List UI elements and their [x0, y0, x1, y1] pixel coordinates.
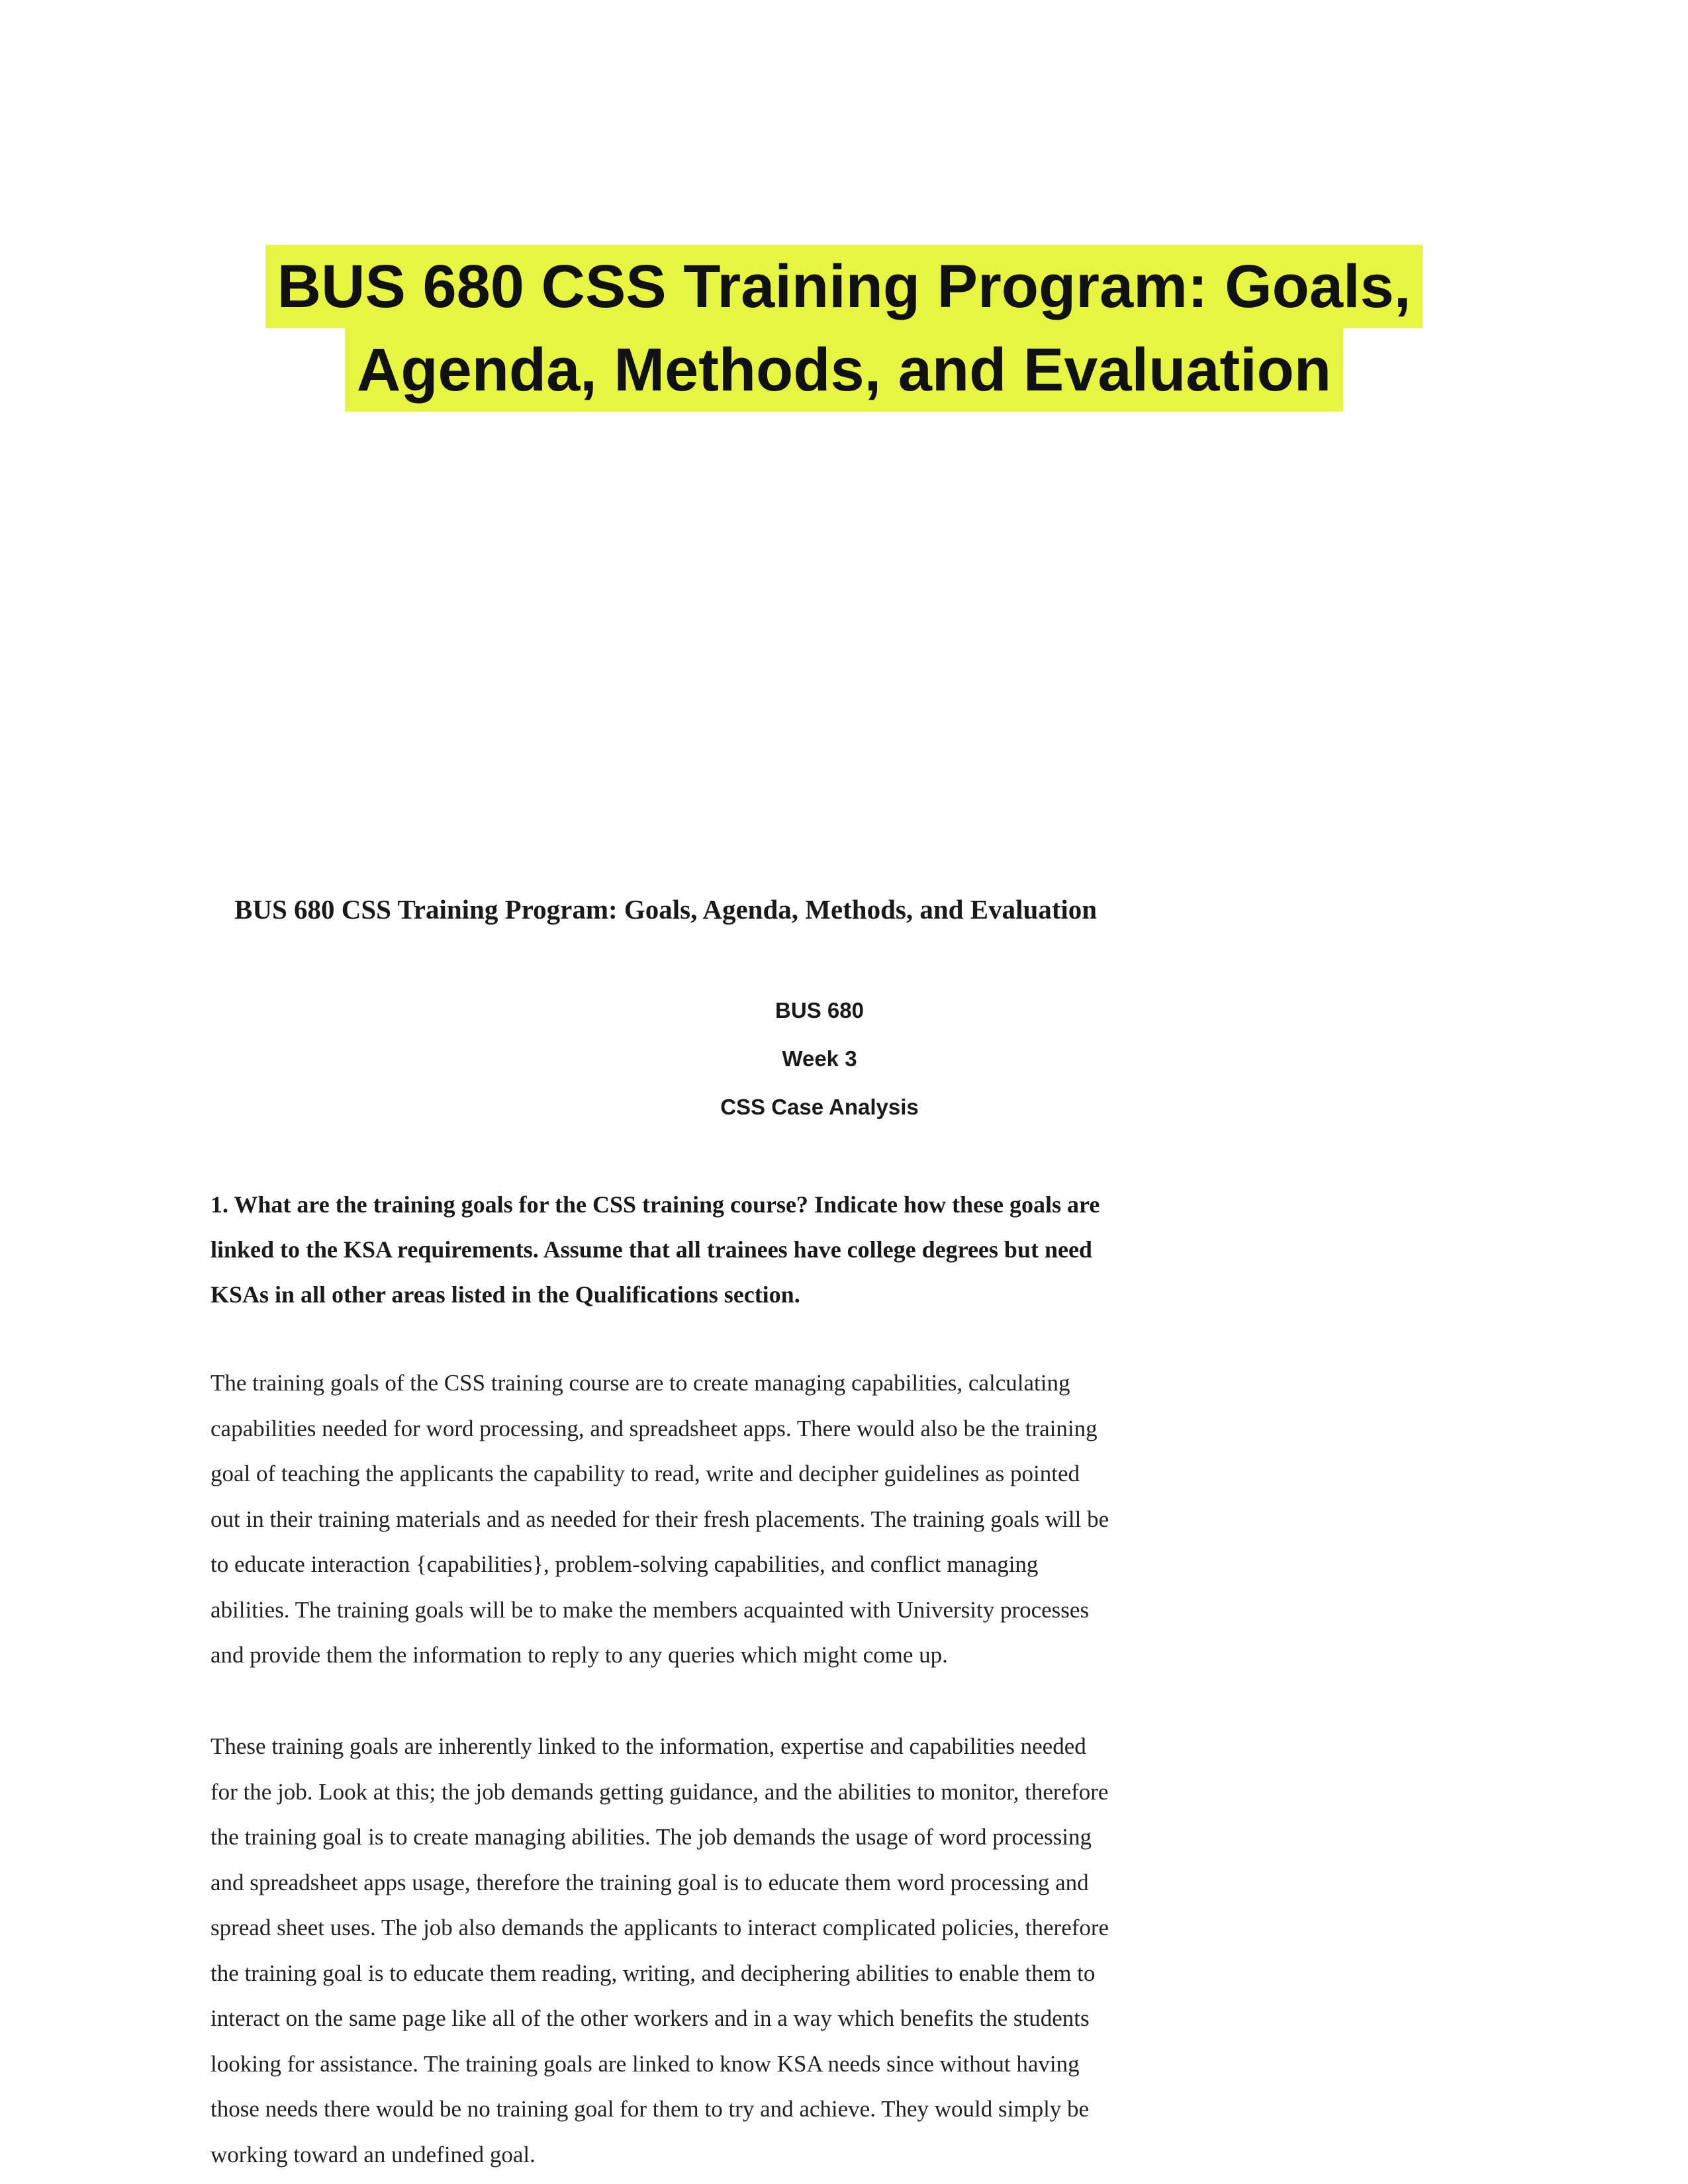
title-line-1: BUS 680 CSS Training Program: Goals,	[265, 245, 1423, 328]
paragraph-line: looking for assistance. The training goals are linked to know KSA needs since without having	[211, 2050, 1080, 2077]
paragraph-line: the training goal is to create managing abilities. The job demands the usage of word processing	[211, 1824, 1092, 1850]
assignment-label: CSS Case Analysis	[720, 1095, 919, 1119]
week-label: Week 3	[782, 1046, 857, 1071]
answer-paragraph-2	[211, 1724, 1243, 2177]
paragraph-line: for the job. Look at this; the job demands getting guidance, and the abilities to monitor, therefore	[211, 1778, 1109, 1805]
paragraph-line: to educate interaction {capabilities}, problem-solving capabilities, and conflict managing	[211, 1551, 1039, 1577]
course-code: BUS 680	[775, 998, 864, 1023]
document-meta	[211, 986, 1243, 1131]
paragraph-line: The training goals of the CSS training course are to create managing capabilities, calculating	[211, 1370, 1070, 1396]
question-line: KSAs in all other areas listed in the Qualifications section.	[211, 1281, 800, 1308]
paragraph-line: and provide them the information to reply to any queries which might come up.	[211, 1642, 948, 1668]
paragraph-line: and spreadsheet apps usage, therefore the training goal is to educate them word processing and	[211, 1869, 1089, 1895]
highlighted-title	[0, 245, 1688, 412]
question-line: 1. What are the training goals for the CSS training course? Indicate how these goals are	[211, 1191, 1100, 1218]
question-1	[211, 1182, 1230, 1317]
paragraph-line: the training goal is to educate them reading, writing, and deciphering abilities to enable them to	[211, 1960, 1096, 1986]
document-heading: BUS 680 CSS Training Program: Goals, Agenda, Methods, and Evaluation	[234, 894, 1098, 925]
paragraph-line: goal of teaching the applicants the capability to read, write and decipher guidelines as pointed	[211, 1461, 1080, 1486]
scanned-document-page	[211, 880, 1243, 2184]
paragraph-line: out in their training materials and as needed for their fresh placements. The training goals will be	[211, 1506, 1109, 1532]
paragraph-line: interact on the same page like all of the other workers and in a way which benefits the students	[211, 2005, 1090, 2031]
paragraph-line: capabilities needed for word processing, and spreadsheet apps. There would also be the training	[211, 1415, 1098, 1441]
question-line: linked to the KSA requirements. Assume that all trainees have college degrees but need	[211, 1236, 1092, 1263]
answer-paragraph-1	[211, 1361, 1243, 1678]
paragraph-line: These training goals are inherently linked to the information, expertise and capabilities needed	[211, 1733, 1086, 1759]
paragraph-line: those needs there would be no training goal for them to try and achieve. They would simply be	[211, 2096, 1090, 2122]
title-line-2: Agenda, Methods, and Evaluation	[345, 328, 1343, 412]
paragraph-line: spread sheet uses. The job also demands the applicants to interact complicated policies, therefore	[211, 1915, 1109, 1940]
paragraph-line: working toward an undefined goal.	[211, 2141, 536, 2167]
paragraph-line: abilities. The training goals will be to make the members acquainted with University processes	[211, 1596, 1090, 1623]
